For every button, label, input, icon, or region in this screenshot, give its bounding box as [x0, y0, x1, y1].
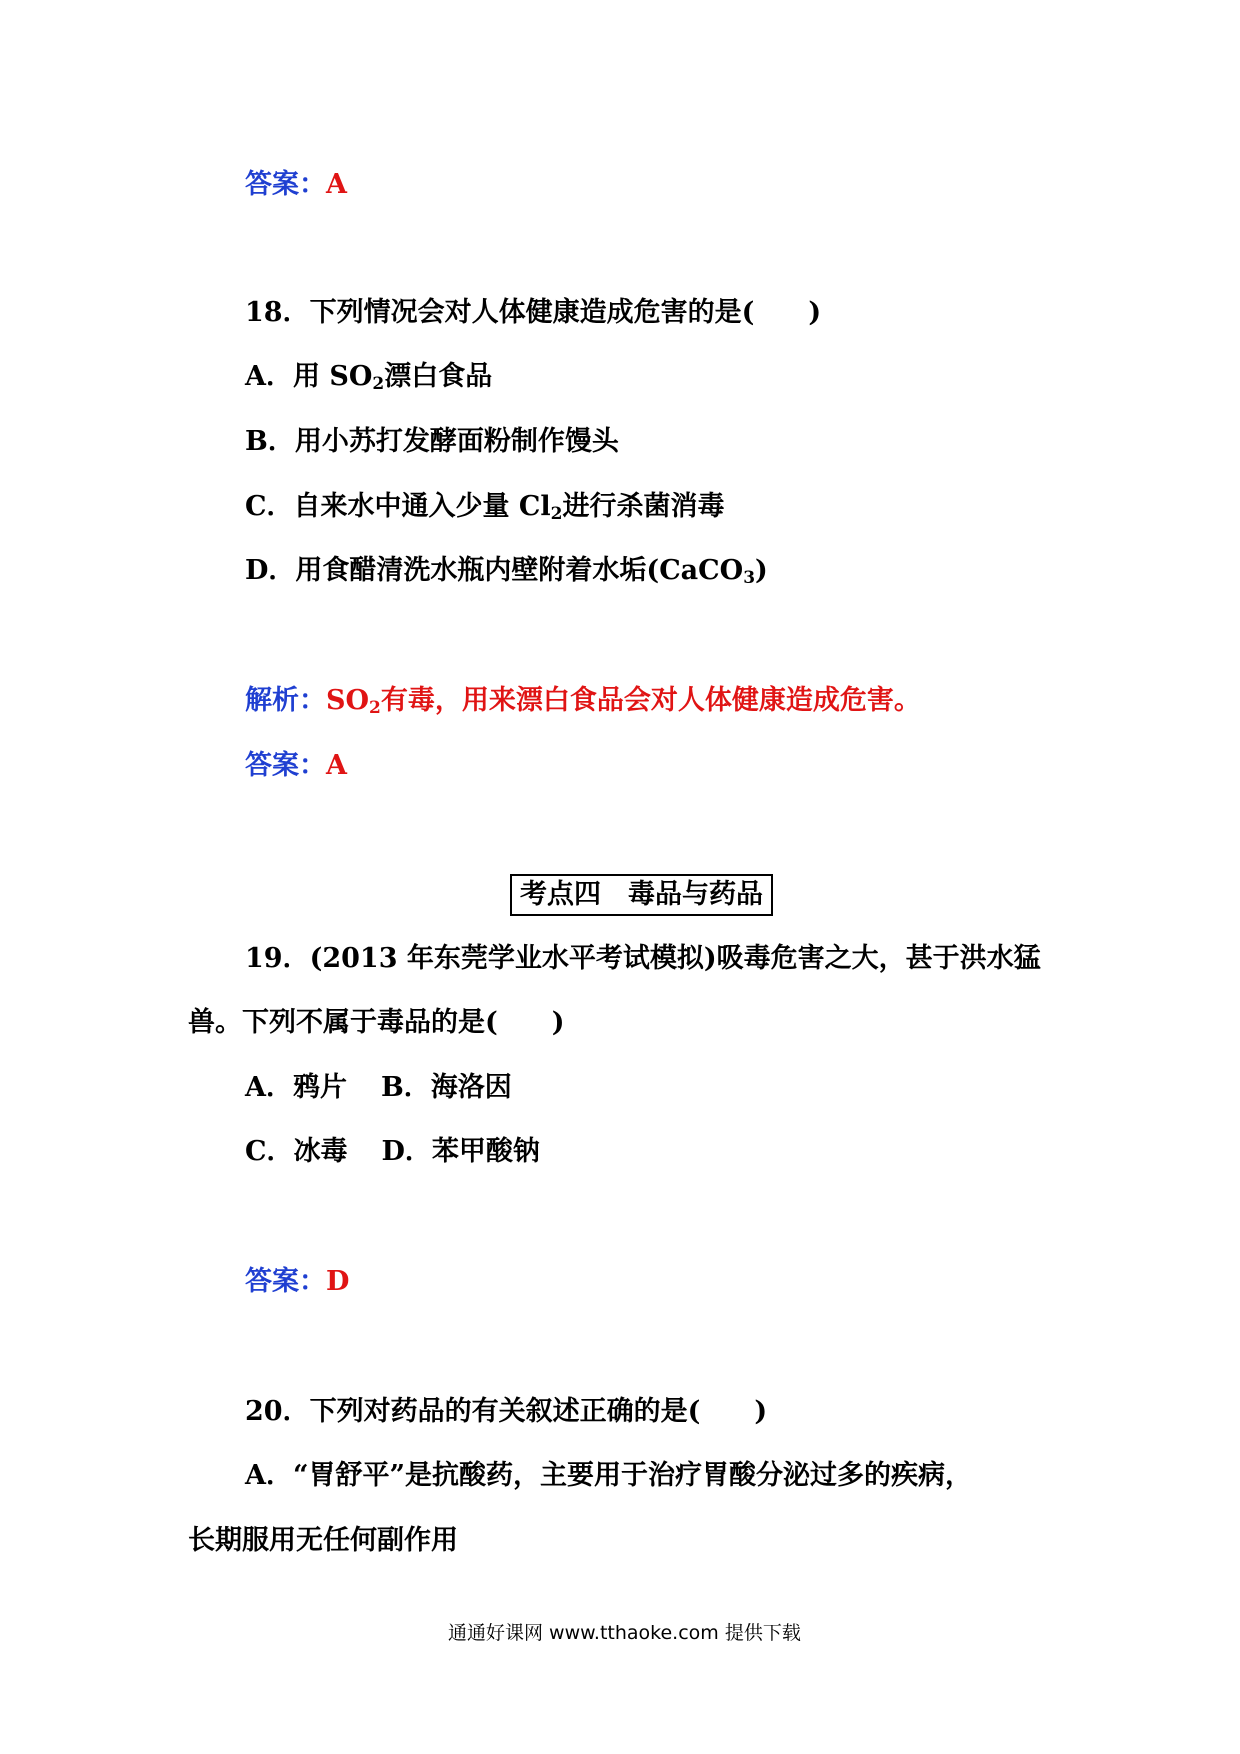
- q19-options-row2: [245, 1135, 540, 1169]
- analysis-text: [326, 685, 921, 716]
- q18-analysis: [245, 684, 921, 718]
- footer-credit: 通通好课网 www.tthaoke.com 提供下载: [448, 1622, 801, 1644]
- option-d-text-post: ): [755, 555, 768, 586]
- analysis-post: 有毒，用来漂白食品会对人体健康造成危害。: [380, 685, 921, 716]
- q19-option-a: A．鸦片: [245, 1072, 347, 1103]
- option-c-text-post: 进行杀菌消毒: [562, 491, 725, 522]
- section-heading: 考点四 毒品与药品: [510, 874, 773, 916]
- q18-option-a: [245, 360, 492, 394]
- subscript: 2: [369, 698, 381, 718]
- q19-option-d: D．苯甲酸钠: [381, 1136, 540, 1167]
- q19-stem-line2: 兽。下列不属于毒品的是( ): [188, 1007, 565, 1038]
- q19-stem-line1: 19．(2013 年东莞学业水平考试模拟)吸毒危害之大，甚于洪水猛: [245, 943, 1041, 974]
- option-a-text: A．用 SO: [245, 361, 373, 392]
- q17-answer: [245, 168, 347, 202]
- option-c-text: C．自来水中通入少量 Cl: [245, 491, 551, 522]
- option-a-text-post: 漂白食品: [384, 361, 493, 392]
- q19-option-c: C．冰毒: [245, 1136, 348, 1167]
- subscript: 3: [743, 568, 756, 588]
- subscript: 2: [372, 374, 385, 394]
- q19-answer: [245, 1265, 349, 1299]
- option-d-text: D．用食醋清洗水瓶内壁附着水垢(CaCO: [245, 555, 744, 586]
- answer-value: A: [326, 750, 347, 781]
- subscript: 2: [550, 504, 563, 524]
- answer-label: 答案：: [245, 750, 326, 781]
- q18-option-b: B．用小苏打发酵面粉制作馒头: [245, 426, 619, 457]
- answer-value: A: [326, 169, 347, 200]
- q18-stem: 18．下列情况会对人体健康造成危害的是( ): [245, 297, 822, 328]
- q18-option-c: [245, 490, 724, 524]
- q18-option-d: [245, 554, 768, 588]
- q18-answer: [245, 749, 347, 783]
- answer-label: 答案：: [245, 169, 326, 200]
- q20-option-a-line2: 长期服用无任何副作用: [188, 1525, 458, 1556]
- q20-stem: 20．下列对药品的有关叙述正确的是( ): [245, 1396, 768, 1427]
- analysis-pre: SO: [326, 685, 370, 716]
- q19-option-b: B．海洛因: [380, 1072, 512, 1103]
- q20-option-a-line1: A．“胃舒平”是抗酸药，主要用于治疗胃酸分泌过多的疾病，: [245, 1460, 973, 1491]
- analysis-label: 解析：: [245, 685, 326, 716]
- answer-value: D: [326, 1266, 350, 1297]
- q19-options-row1: [245, 1071, 512, 1105]
- answer-label: 答案：: [245, 1266, 326, 1297]
